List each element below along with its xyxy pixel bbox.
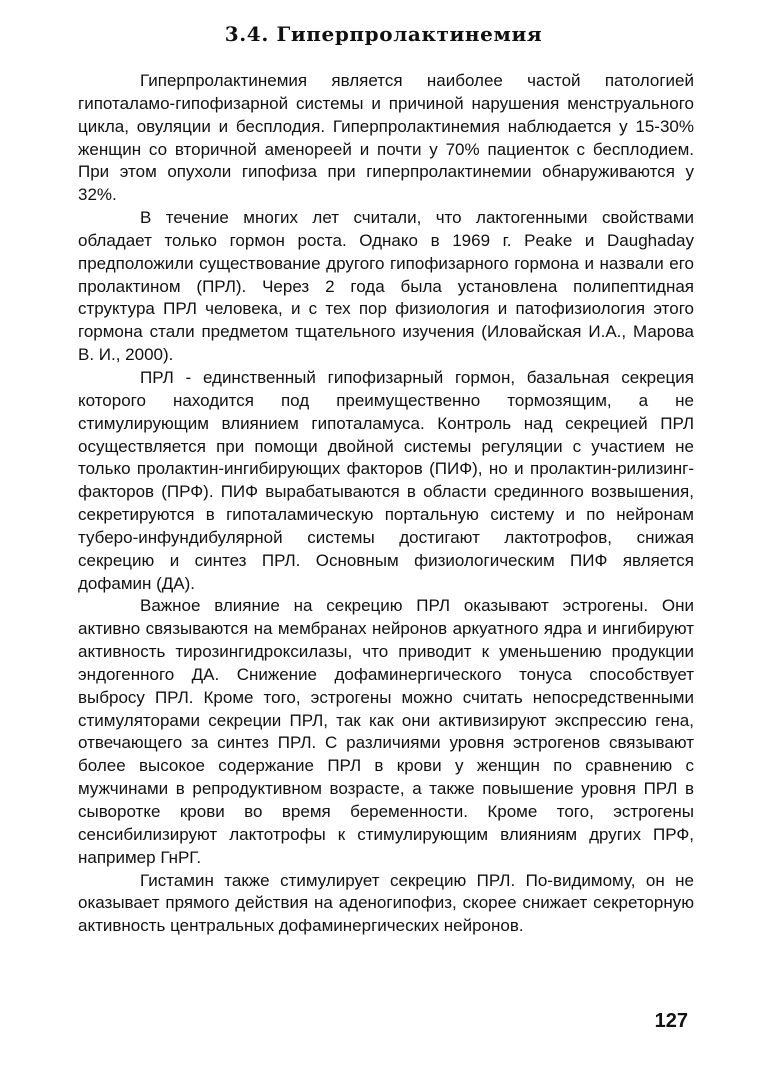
paragraph-4: Важное влияние на секрецию ПРЛ оказывают эстрогены. Они активно связываются на мембранах нейронов аркуатного ядра и ингибируют активность тирозингидроксилазы, что приводит к уменьшению продукции эндогенного ДА. Снижение дофаминергического тонуса способствует выбросу ПРЛ. Кроме того, эстрогены можно считать непосредственными стимуляторами секреции ПРЛ, так как они активизируют экспрессию гена, отвечающего за синтез ПРЛ. С различиями уровня эстрогенов связывают более высокое содержание ПРЛ в крови у женщин по сравнению с мужчинами в репродуктивном возрасте, а также повышение уровня ПРЛ в сыворотке крови во время беременности. Кроме того, эстрогены сенсибилизируют лактотрофы к стимулирующим влияниям других ПРФ, например ГнРГ. (78, 596, 694, 867)
body-text (78, 70, 694, 938)
paragraph-5: Гистамин также стимулирует секрецию ПРЛ. По-видимому, он не оказывает прямого действия на аденогипофиз, скорее снижает секреторную активность центральных дофаминергических нейронов. (78, 870, 694, 936)
page-number: 127 (654, 1010, 688, 1032)
paragraph-1: Гиперпролактинемия является наиболее частой патологией гипоталамо-гипофизарной системы и причиной нарушения менструального цикла, овуляции и бесплодия. Гиперпролактинемия наблюдается у 15-30% женщин со вторичной аменореей и почти у 70% пациенток с бесплодием. При этом опухоли гипофиза при гиперпролактинемии обнаруживаются у 32%. (78, 71, 694, 205)
paragraph-3: ПРЛ - единственный гипофизарный гормон, базальная секреция которого находится под преимущественно тормозящим, а не стимулирующим влиянием гипоталамуса. Контроль над секрецией ПРЛ осуществляется при помощи двойной системы регуляции с участием не только пролактин-ингибирующих факторов (ПИФ), но и пролактин-рилизинг-факторов (ПРФ). ПИФ вырабатываются в области срединного возвышения, секретируются в гипоталамическую портальную систему и по нейронам туберо-инфундибулярной системы достигают лактотрофов, снижая секрецию и синтез ПРЛ. Основным физиологическим ПИФ является дофамин (ДА). (78, 367, 694, 593)
paragraph-2: В течение многих лет считали, что лактогенными свойствами обладает только гормон роста. Однако в 1969 г. Peake и Daughaday предположили существование другого гипофизарного гормона и назвали его пролактином (ПРЛ). Через 2 года была установлена полипептидная структура ПРЛ человека, и с тех пор физиология и патофизиология этого гормона стали предметом тщательного изучения (Иловайская И.А., Марова В. И., 2000). (78, 208, 694, 365)
section-title: 3.4. Гиперпролактинемия (224, 22, 543, 46)
